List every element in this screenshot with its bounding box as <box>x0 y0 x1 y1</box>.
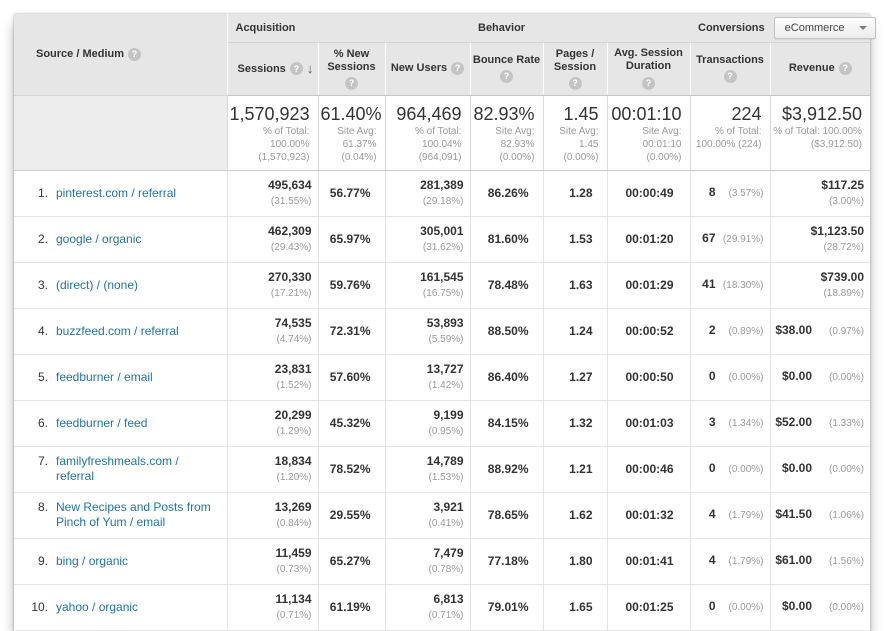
new-users-cell <box>385 262 470 308</box>
pages-session-cell: 1.27 <box>543 354 607 400</box>
totals-pages-session <box>543 95 607 170</box>
revenue-percent: (18.89%) <box>823 287 865 299</box>
source-medium-cell <box>14 216 227 262</box>
new-users-cell <box>385 492 470 538</box>
sessions-percent: (0.71%) <box>276 609 312 621</box>
avg-duration-cell: 00:00:50 <box>607 354 690 400</box>
revenue-value: $61.00 <box>775 553 813 567</box>
sessions-percent: (29.43%) <box>270 241 312 253</box>
new-users-header-label: New Users <box>390 62 448 74</box>
new-sessions-cell: 65.97% <box>318 216 385 262</box>
avg-duration-cell: 00:01:41 <box>607 538 690 584</box>
pages-session-cell: 1.63 <box>543 262 607 308</box>
transactions-cell <box>690 492 770 538</box>
revenue-cell <box>770 262 870 308</box>
new-users-cell <box>385 170 470 216</box>
transactions-cell <box>690 400 770 446</box>
transactions-percent: (29.91%) <box>722 234 764 245</box>
totals-new-users <box>385 95 470 170</box>
totals-bounce-rate-subtext: Site Avg: 82.93% (0.00%) <box>495 125 535 163</box>
revenue-cell <box>770 538 870 584</box>
source-medium-link[interactable]: feedburner / feed <box>56 415 148 430</box>
transactions-percent: (1.79%) <box>728 510 764 521</box>
transactions-percent: (0.00%) <box>728 464 764 475</box>
new-users-value: 53,893 <box>426 315 464 330</box>
revenue-value: $38.00 <box>775 323 813 337</box>
sessions-percent: (1.29%) <box>276 425 312 437</box>
revenue-value: $0.00 <box>781 599 813 613</box>
avg-duration-cell: 00:00:46 <box>607 446 690 492</box>
sessions-cell <box>227 262 318 308</box>
new-users-cell <box>385 400 470 446</box>
revenue-cell <box>770 216 870 262</box>
pages-session-cell: 1.53 <box>543 216 607 262</box>
table-row <box>14 216 870 262</box>
source-medium-link[interactable]: pinterest.com / referral <box>56 185 177 200</box>
bounce-rate-cell: 78.48% <box>470 262 543 308</box>
transactions-percent: (1.79%) <box>728 556 764 567</box>
sessions-header-label: Sessions <box>237 62 286 75</box>
sessions-cell <box>227 584 318 630</box>
source-medium-link[interactable]: buzzfeed.com / referral <box>56 323 179 338</box>
new-users-value: 281,389 <box>420 177 464 192</box>
transactions-cell <box>690 584 770 630</box>
help-icon[interactable]: ? <box>345 77 358 90</box>
transactions-percent: (3.57%) <box>728 188 764 199</box>
totals-avg-duration <box>607 95 690 170</box>
revenue-value: $0.00 <box>781 369 813 383</box>
transactions-value: 0 <box>708 599 716 613</box>
transactions-value: 0 <box>708 369 716 383</box>
transactions-value: 3 <box>708 415 716 429</box>
avg-duration-cell: 00:01:25 <box>607 584 690 630</box>
totals-sessions-subtext: % of Total: 100.00% (1,570,923) <box>258 125 310 163</box>
transactions-value: 2 <box>708 323 716 337</box>
source-medium-cell <box>14 308 227 354</box>
pages-session-cell: 1.80 <box>543 538 607 584</box>
row-rank: 9. <box>37 553 48 568</box>
row-rank: 1. <box>37 185 48 200</box>
new-users-cell <box>385 216 470 262</box>
avg-duration-cell: 00:00:52 <box>607 308 690 354</box>
bounce-rate-cell: 86.26% <box>470 170 543 216</box>
source-medium-cell <box>14 446 227 492</box>
new-users-value: 14,789 <box>426 453 464 468</box>
help-icon[interactable]: ? <box>642 77 655 90</box>
revenue-cell <box>770 308 870 354</box>
totals-new-sessions-subtext: Site Avg: 61.37% (0.04%) <box>337 125 377 163</box>
revenue-value: $0.00 <box>781 461 813 475</box>
group-header-row <box>14 14 870 42</box>
revenue-cell <box>770 170 870 216</box>
transactions-percent: (18.30%) <box>722 280 764 291</box>
new-users-value: 305,001 <box>420 223 464 238</box>
bounce-rate-header-label: Bounce Rate <box>472 54 541 66</box>
pages-session-cell: 1.24 <box>543 308 607 354</box>
column-header-source-medium[interactable] <box>14 14 227 95</box>
sessions-cell <box>227 354 318 400</box>
revenue-percent: (0.00%) <box>829 602 865 613</box>
new-users-cell <box>385 354 470 400</box>
group-header-conversions <box>690 14 870 42</box>
column-header-revenue[interactable] <box>770 42 870 95</box>
table-row <box>14 584 870 630</box>
revenue-header-label: Revenue <box>788 62 835 74</box>
pages-session-cell: 1.32 <box>543 400 607 446</box>
transactions-cell <box>690 354 770 400</box>
row-rank: 10. <box>31 599 48 614</box>
source-medium-cell <box>14 170 227 216</box>
sessions-value: 13,269 <box>274 499 312 514</box>
sort-descending-icon: ↓ <box>306 61 314 76</box>
new-users-value: 7,479 <box>433 545 464 560</box>
sessions-value: 462,309 <box>268 223 312 238</box>
revenue-cell <box>770 584 870 630</box>
sessions-value: 23,831 <box>274 361 312 376</box>
new-sessions-cell: 65.27% <box>318 538 385 584</box>
acquisition-label: Acquisition <box>235 21 296 34</box>
new-sessions-cell: 61.19% <box>318 584 385 630</box>
table-row <box>14 170 870 216</box>
column-header-avg-duration[interactable] <box>607 42 690 95</box>
new-users-value: 9,199 <box>433 407 464 422</box>
transactions-cell <box>690 538 770 584</box>
totals-new-users-subtext: % of Total: 100.04% (964,091) <box>414 125 462 163</box>
revenue-value: $1,123.50 <box>810 223 865 238</box>
transactions-value: 41 <box>702 277 716 291</box>
sessions-percent: (0.84%) <box>276 517 312 529</box>
sessions-value: 18,834 <box>274 453 312 468</box>
avg-duration-cell: 00:01:32 <box>607 492 690 538</box>
new-users-percent: (1.42%) <box>428 379 464 391</box>
totals-bounce-rate-value: 82.93% <box>473 103 535 124</box>
behavior-label: Behavior <box>478 21 526 34</box>
table-body <box>14 95 870 630</box>
revenue-value: $41.50 <box>775 507 813 521</box>
column-header-bounce-rate[interactable] <box>470 42 543 95</box>
totals-avg-duration-value: 00:01:10 <box>611 103 682 124</box>
transactions-cell <box>690 308 770 354</box>
help-icon[interactable]: ? <box>839 62 852 75</box>
pages-session-cell: 1.28 <box>543 170 607 216</box>
revenue-percent: (1.56%) <box>829 556 865 567</box>
source-medium-cell <box>14 492 227 538</box>
new-sessions-header-label: % New Sessions <box>327 47 376 73</box>
avg-duration-cell: 00:01:20 <box>607 216 690 262</box>
table-row <box>14 400 870 446</box>
revenue-percent: (0.97%) <box>829 326 865 337</box>
new-users-cell <box>385 446 470 492</box>
row-rank: 7. <box>37 454 48 468</box>
bounce-rate-cell: 78.65% <box>470 492 543 538</box>
table-row <box>14 492 870 538</box>
bounce-rate-cell: 79.01% <box>470 584 543 630</box>
new-users-percent: (0.95%) <box>428 425 464 437</box>
source-medium-cell <box>14 400 227 446</box>
revenue-value: $52.00 <box>775 415 813 429</box>
new-users-value: 6,813 <box>433 591 464 606</box>
source-medium-cell <box>14 354 227 400</box>
transactions-percent: (0.00%) <box>728 602 764 613</box>
new-sessions-cell: 57.60% <box>318 354 385 400</box>
chevron-down-icon <box>859 26 867 30</box>
totals-sessions-value: 1,570,923 <box>229 103 310 124</box>
transactions-cell <box>690 170 770 216</box>
row-rank: 3. <box>37 277 48 292</box>
source-medium-label: Source / Medium <box>36 47 125 60</box>
transactions-value: 4 <box>708 507 716 521</box>
revenue-percent: (28.72%) <box>823 241 865 253</box>
transactions-cell <box>690 216 770 262</box>
help-icon[interactable]: ? <box>724 70 737 83</box>
sessions-cell <box>227 538 318 584</box>
sessions-value: 20,299 <box>274 407 312 422</box>
transactions-cell <box>690 262 770 308</box>
totals-bounce-rate <box>470 95 543 170</box>
totals-pages-session-subtext: Site Avg: 1.45 (0.00%) <box>559 125 599 163</box>
totals-revenue <box>770 95 870 170</box>
sessions-percent: (17.21%) <box>270 287 312 299</box>
ecommerce-dropdown[interactable] <box>774 17 876 39</box>
new-users-percent: (1.53%) <box>428 471 464 483</box>
new-users-cell <box>385 584 470 630</box>
help-icon[interactable]: ? <box>569 77 582 90</box>
bounce-rate-cell: 77.18% <box>470 538 543 584</box>
totals-pages-session-value: 1.45 <box>563 103 599 124</box>
avg-duration-header-label: Avg. Session Duration <box>614 47 683 72</box>
new-users-value: 161,545 <box>420 269 464 284</box>
avg-duration-cell: 00:01:29 <box>607 262 690 308</box>
new-sessions-cell: 56.77% <box>318 170 385 216</box>
revenue-percent: (1.33%) <box>829 418 865 429</box>
sessions-value: 11,459 <box>275 545 312 560</box>
totals-dimension-cell <box>14 95 227 170</box>
transactions-value: 67 <box>702 231 716 245</box>
source-medium-link[interactable]: feedburner / email <box>56 369 153 384</box>
sessions-cell <box>227 446 318 492</box>
conversions-label: Conversions <box>698 21 765 34</box>
sessions-cell <box>227 492 318 538</box>
table-row <box>14 262 870 308</box>
new-users-percent: (29.18%) <box>422 195 464 207</box>
sessions-cell <box>227 170 318 216</box>
avg-duration-cell: 00:01:03 <box>607 400 690 446</box>
source-medium-link[interactable]: yahoo / organic <box>56 599 139 614</box>
totals-row <box>14 95 870 170</box>
bounce-rate-cell: 86.40% <box>470 354 543 400</box>
table-row <box>14 446 870 492</box>
sessions-value: 270,330 <box>268 269 312 284</box>
revenue-value: $117.25 <box>821 177 865 192</box>
source-medium-link[interactable]: google / organic <box>56 231 142 246</box>
totals-avg-duration-subtext: Site Avg: 00:01:10 (0.00%) <box>642 125 682 163</box>
pages-session-cell: 1.62 <box>543 492 607 538</box>
revenue-percent: (3.00%) <box>829 195 865 207</box>
new-users-value: 13,727 <box>426 361 464 376</box>
new-users-percent: (0.71%) <box>428 609 464 621</box>
revenue-cell <box>770 492 870 538</box>
new-users-value: 3,921 <box>433 499 464 514</box>
new-users-percent: (31.62%) <box>422 241 464 253</box>
column-header-new-users[interactable] <box>385 42 470 95</box>
revenue-cell <box>770 446 870 492</box>
totals-transactions-subtext: % of Total: 100.00% (224) <box>695 125 762 150</box>
revenue-percent: (1.06%) <box>829 510 865 521</box>
new-sessions-cell: 29.55% <box>318 492 385 538</box>
source-medium-table <box>14 14 870 631</box>
revenue-percent: (0.00%) <box>829 372 865 383</box>
bounce-rate-cell: 88.92% <box>470 446 543 492</box>
sessions-percent: (1.20%) <box>276 471 312 483</box>
group-header-behavior <box>470 14 690 42</box>
analytics-table-card <box>14 14 870 631</box>
row-rank: 2. <box>37 231 48 246</box>
new-users-percent: (16.75%) <box>422 287 464 299</box>
totals-revenue-subtext: % of Total: 100.00% ($3,912.50) <box>773 125 863 150</box>
source-medium-link[interactable]: (direct) / (none) <box>56 277 139 292</box>
pages-session-cell: 1.21 <box>543 446 607 492</box>
sessions-percent: (31.55%) <box>270 195 312 207</box>
new-sessions-cell: 45.32% <box>318 400 385 446</box>
sessions-percent: (0.73%) <box>276 563 312 575</box>
totals-new-users-value: 964,469 <box>396 103 462 124</box>
new-users-percent: (0.41%) <box>428 517 464 529</box>
source-medium-cell <box>14 262 227 308</box>
sessions-value: 495,634 <box>268 177 312 192</box>
transactions-value: 8 <box>708 185 716 199</box>
group-header-acquisition <box>227 14 470 42</box>
column-header-new-sessions[interactable] <box>318 42 385 95</box>
new-users-percent: (5.59%) <box>428 333 464 345</box>
sessions-cell <box>227 400 318 446</box>
row-rank: 5. <box>37 369 48 384</box>
transactions-value: 0 <box>708 461 716 475</box>
bounce-rate-cell: 84.15% <box>470 400 543 446</box>
totals-transactions-value: 224 <box>731 103 762 124</box>
row-rank: 4. <box>37 323 48 338</box>
revenue-cell <box>770 354 870 400</box>
sessions-value: 11,134 <box>275 591 312 606</box>
help-icon[interactable]: ? <box>500 70 513 83</box>
revenue-percent: (0.00%) <box>829 464 865 475</box>
transactions-percent: (1.34%) <box>728 418 764 429</box>
source-medium-cell <box>14 538 227 584</box>
new-sessions-cell: 59.76% <box>318 262 385 308</box>
new-users-percent: (0.78%) <box>428 563 464 575</box>
source-medium-link[interactable]: familyfreshmeals.com / referral <box>56 454 179 483</box>
source-medium-link[interactable]: bing / organic <box>56 553 129 568</box>
table-row <box>14 308 870 354</box>
column-header-sessions[interactable] <box>227 42 318 95</box>
new-users-cell <box>385 308 470 354</box>
totals-new-sessions <box>318 95 385 170</box>
help-icon[interactable]: ? <box>290 62 303 75</box>
transactions-cell <box>690 446 770 492</box>
help-icon[interactable]: ? <box>128 48 141 61</box>
help-icon[interactable]: ? <box>451 62 464 75</box>
revenue-value: $739.00 <box>820 269 865 284</box>
bounce-rate-cell: 81.60% <box>470 216 543 262</box>
source-medium-link[interactable]: New Recipes and Posts from Pinch of Yum / email <box>56 500 211 529</box>
totals-sessions <box>227 95 318 170</box>
pages-session-cell: 1.65 <box>543 584 607 630</box>
new-sessions-cell: 78.52% <box>318 446 385 492</box>
pages-session-header-label: Pages / Session <box>553 47 597 73</box>
table-row <box>14 538 870 584</box>
transactions-value: 4 <box>708 553 716 567</box>
totals-new-sessions-value: 61.40% <box>320 103 382 124</box>
row-rank: 6. <box>37 415 48 430</box>
new-users-cell <box>385 538 470 584</box>
sessions-cell <box>227 216 318 262</box>
source-medium-cell <box>14 584 227 630</box>
sessions-percent: (4.74%) <box>276 333 312 345</box>
transactions-percent: (0.89%) <box>728 326 764 337</box>
avg-duration-cell: 00:00:49 <box>607 170 690 216</box>
column-header-pages-session[interactable] <box>543 42 607 95</box>
row-rank: 8. <box>37 500 48 514</box>
column-header-transactions[interactable] <box>690 42 770 95</box>
sessions-value: 74,535 <box>274 315 312 330</box>
revenue-cell <box>770 400 870 446</box>
sessions-percent: (1.52%) <box>276 379 312 391</box>
table-row <box>14 354 870 400</box>
transactions-header-label: Transactions <box>696 54 764 66</box>
totals-transactions <box>690 95 770 170</box>
new-sessions-cell: 72.31% <box>318 308 385 354</box>
transactions-percent: (0.00%) <box>728 372 764 383</box>
totals-revenue-value: $3,912.50 <box>781 103 863 124</box>
ecommerce-dropdown-value: eCommerce <box>784 21 845 34</box>
bounce-rate-cell: 88.50% <box>470 308 543 354</box>
sessions-cell <box>227 308 318 354</box>
